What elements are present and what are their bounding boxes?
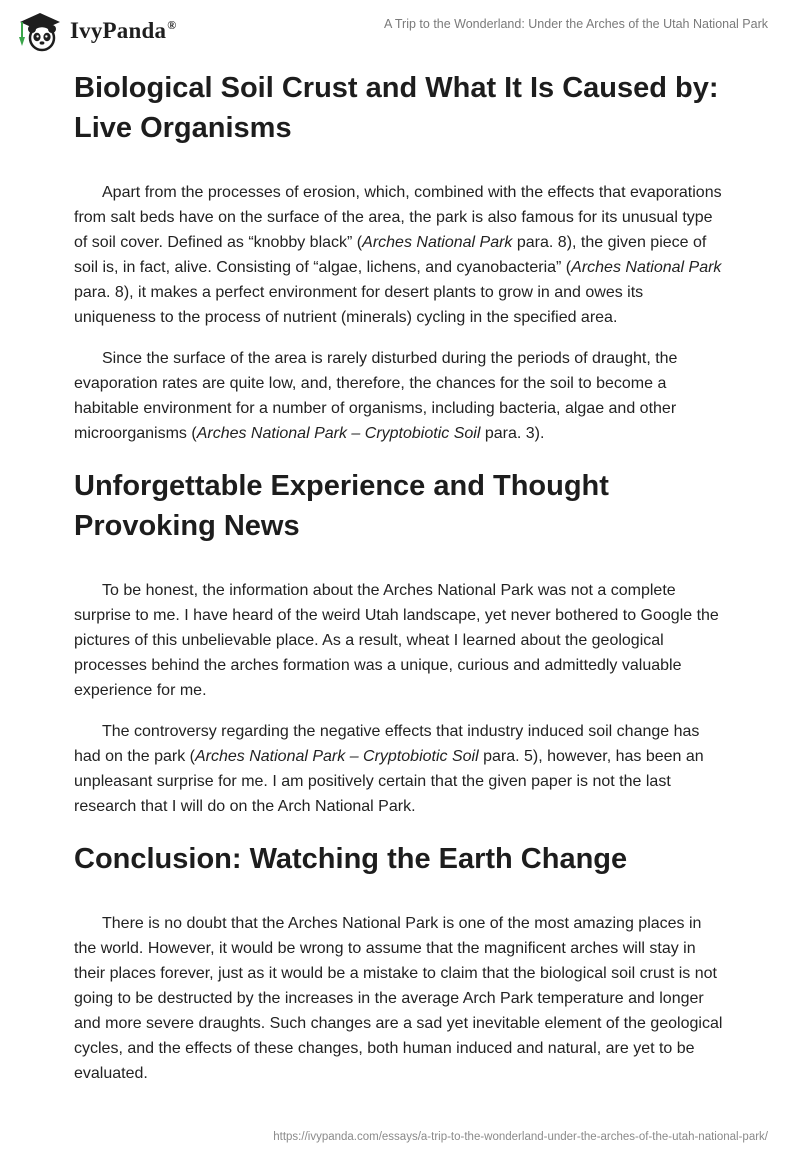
- source-url[interactable]: https://ivypanda.com/essays/a-trip-to-the-wonderland-under-the-arches-of-the-utah-national-park/: [273, 1131, 768, 1143]
- paragraph: The controversy regarding the negative effects that industry induced soil change has had on the park (Arches National Park – Cryptobiotic Soil para. 5), however, has been an unpleasant surprise for me. I am positively certain that the given paper is not the last research that I will do on the Arch National Park.: [74, 723, 704, 815]
- paragraph: Since the surface of the area is rarely disturbed during the periods of draught, the evaporation rates are quite low, and, therefore, the chances for the soil to become a habitable environment for a number of organisms, including bacteria, algae and other microorganisms (Arches National Park – Cryptobiotic Soil para. 3).: [74, 350, 678, 442]
- article-body: [74, 68, 726, 1086]
- section-heading-conclusion: Conclusion: Watching the Earth Change: [74, 843, 628, 875]
- paragraph: To be honest, the information about the Arches National Park was not a complete surprise to me. I have heard of the weird Utah landscape, yet never bothered to Google the pictures of this unbelievable place. As a result, wheat I learned about the geological processes behind the arches formation was a unique, curious and admittedly valuable experience for me.: [74, 582, 719, 699]
- panda-graduate-logo-icon: [16, 10, 64, 52]
- paragraph: There is no doubt that the Arches National Park is one of the most amazing places in the world. However, it would be wrong to assume that the magnificent arches will stay in their places forever, just as it would be a mistake to claim that the biological soil crust is not going to be destructed by the increases in the average Arch Park temperature and longer and more severe draughts. Such changes are a sad yet inevitable element of the geological cycles, and the effects of these changes, both human induced and natural, are yet to be evaluated.: [74, 915, 723, 1082]
- document-title: A Trip to the Wonderland: Under the Arches of the Utah National Park: [383, 17, 768, 31]
- brand-logo[interactable]: [16, 10, 176, 52]
- brand-name: IvyPanda®: [70, 18, 177, 43]
- page-header: [0, 0, 800, 60]
- section-heading-soil-crust: Biological Soil Crust and What It Is Caused by: Live Organisms: [74, 72, 719, 144]
- section-heading-experience: Unforgettable Experience and Thought Provoking News: [74, 470, 609, 542]
- paragraph: Apart from the processes of erosion, which, combined with the effects that evaporations from salt beds have on the surface of the area, the park is also famous for its unusual type of soil cover. Defined as “knobby black” (Arches National Park para. 8), the given piece of soil is, in fact, alive. Consisting of “algae, lichens, and cyanobacteria” (Arches National Park para. 8), it makes a perfect environment for desert plants to grow in and owes its uniqueness to the process of nutrient (minerals) cycling in the specified area.: [74, 184, 722, 326]
